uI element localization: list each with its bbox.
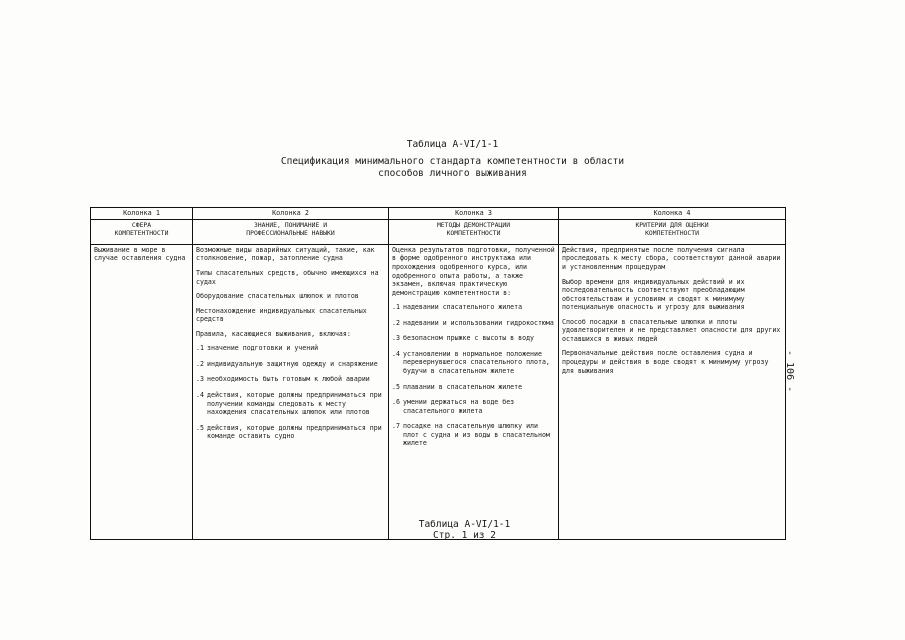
col3-cell xyxy=(389,244,559,539)
column-header-4: Колонка 4 xyxy=(559,208,786,220)
col2-sub-item xyxy=(196,391,385,417)
sub-item-text: безопасном прыжке с высоты в воду xyxy=(403,334,535,343)
sub-item-text: надевании и использовании гидрокостюма xyxy=(403,318,554,327)
col2-cell xyxy=(193,244,389,539)
column-title-4 xyxy=(559,219,786,244)
sub-item-text: значение подготовки и учений xyxy=(207,344,319,353)
col3-intro: Оценка результатов подготовки, полученной в форме одобренного инструктажа или прохождения одобренного курса, или одобренного опыта работы, а также экзамен, включая практическую демонстрацию компетентности в: xyxy=(392,245,555,297)
sub-item-number: .2 xyxy=(196,359,204,368)
column-title-row xyxy=(91,219,786,244)
sub-item-text: умении держаться на воде без спасательного жилета xyxy=(403,398,515,415)
col3-sub-item xyxy=(392,334,555,343)
col4-item: Способ посадки в спасательные шлюпки и плоты удовлетворителен и не представляет опасности для других оставшихся в живых людей xyxy=(562,317,781,343)
sub-item-number: .4 xyxy=(392,349,400,358)
col2-item: Возможные виды аварийных ситуаций, такие, как столкновение, пожар, затопление судна xyxy=(196,245,375,263)
table-title: Таблица A-VI/1-1 xyxy=(406,139,499,150)
col2-item: Местонахождение индивидуальных спасательных средств xyxy=(196,306,367,324)
col2-sub-item xyxy=(196,424,385,441)
column-title-1-line2: КОМПЕТЕНТНОСТИ xyxy=(114,229,169,238)
column-title-3-line1: МЕТОДЫ ДЕМОНСТРАЦИИ xyxy=(436,220,511,229)
table-subtitle-line2: способов личного выживания xyxy=(378,168,527,179)
col2-item: Типы спасательных средств, обычно имеющихся на судах xyxy=(196,268,379,286)
sub-item-text: установлении в нормальное положение перевернувшегося спасательного плота, будучи в спасательном жилете xyxy=(403,349,550,376)
sub-item-text: необходимость быть готовым к любой аварии xyxy=(207,375,370,384)
sub-item-text: плавании в спасательном жилете xyxy=(403,382,523,391)
column-title-4-line1: КРИТЕРИИ ДЛЯ ОЦЕНКИ xyxy=(635,220,709,229)
column-title-3 xyxy=(389,219,559,244)
col2-item: Правила, касающиеся выживания, включая: xyxy=(196,329,351,338)
column-title-1-line1: СФЕРА xyxy=(131,220,152,229)
col2-item: Оборудование спасательных шлюпок и плотов xyxy=(196,292,359,301)
sub-item-text: индивидуальную защитную одежду и снаряжение xyxy=(207,359,378,368)
sub-item-number: .5 xyxy=(392,382,400,391)
sub-item-number: .3 xyxy=(392,334,400,343)
sub-item-number: .6 xyxy=(392,398,400,407)
col4-item: Выбор времени для индивидуальных действий и их последовательность соответствуют преобладающим обстоятельствам и условиям и сводят к минимуму потенциальную опасность и угрозу для выживания xyxy=(562,277,745,312)
column-title-2-line2: ПРОФЕССИОНАЛЬНЫЕ НАВЫКИ xyxy=(246,229,335,238)
column-title-2 xyxy=(193,219,389,244)
table-body-row xyxy=(91,244,786,539)
sub-item-number: .2 xyxy=(392,318,400,327)
table-subtitle-line1: Спецификация минимального стандарта компетентности в области xyxy=(280,156,625,167)
column-title-3-line2: КОМПЕТЕНТНОСТИ xyxy=(446,229,501,238)
col3-sub-item xyxy=(392,303,555,312)
col4-cell xyxy=(559,244,786,539)
column-header-1: Колонка 1 xyxy=(91,208,193,220)
sub-item-number: .1 xyxy=(196,344,204,353)
sub-item-number: .1 xyxy=(392,303,400,312)
col3-sub-item xyxy=(392,383,555,392)
column-title-1 xyxy=(91,219,193,244)
sub-item-text: действия, которые должны предприниматься при получении команды следовать к месту нахождения спасательных шлюпок или плотов xyxy=(207,391,382,417)
col2-sub-item xyxy=(196,360,385,369)
competence-table xyxy=(90,207,786,540)
column-title-2-line1: ЗНАНИЕ, ПОНИМАНИЕ И xyxy=(253,220,328,229)
sub-item-number: .7 xyxy=(392,422,400,431)
sub-item-number: .3 xyxy=(196,375,204,384)
col3-sub-item xyxy=(392,398,555,415)
sub-item-number: .4 xyxy=(196,391,204,400)
column-title-4-line2: КОМПЕТЕНТНОСТИ xyxy=(645,229,699,238)
col3-sub-item xyxy=(392,319,555,328)
col4-item: Первоначальные действия после оставления судна и процедуры и действия в воде сводят к минимуму угрозу для выживания xyxy=(562,349,769,375)
sub-item-text: действия, которые должны предприниматься при команде оставить судно xyxy=(207,423,382,441)
page-number: - 106 - xyxy=(784,350,795,393)
sub-item-text: посадке на спасательную шлюпку или плот с судна и из воды в спасательном жилете xyxy=(403,422,550,448)
sub-item-text: надевании спасательного жилета xyxy=(403,303,523,312)
col4-item: Действия, предпринятые после получения сигнала проследовать к месту сбора, соответствуют данной аварии и установленным процедурам xyxy=(562,245,781,271)
col2-sub-item xyxy=(196,375,385,384)
column-number-row xyxy=(91,208,786,220)
footer-table-ref: Таблица A-VI/1-1 xyxy=(418,519,511,530)
col3-sub-item xyxy=(392,350,555,376)
col3-sub-item xyxy=(392,422,555,448)
col2-sub-item xyxy=(196,344,385,353)
sub-item-number: .5 xyxy=(196,423,204,432)
col1-cell: Выживание в море в случае оставления судна xyxy=(91,244,193,539)
column-header-3: Колонка 3 xyxy=(389,208,559,220)
column-header-2: Колонка 2 xyxy=(193,208,389,220)
footer-page-count: Стр. 1 из 2 xyxy=(433,530,496,541)
